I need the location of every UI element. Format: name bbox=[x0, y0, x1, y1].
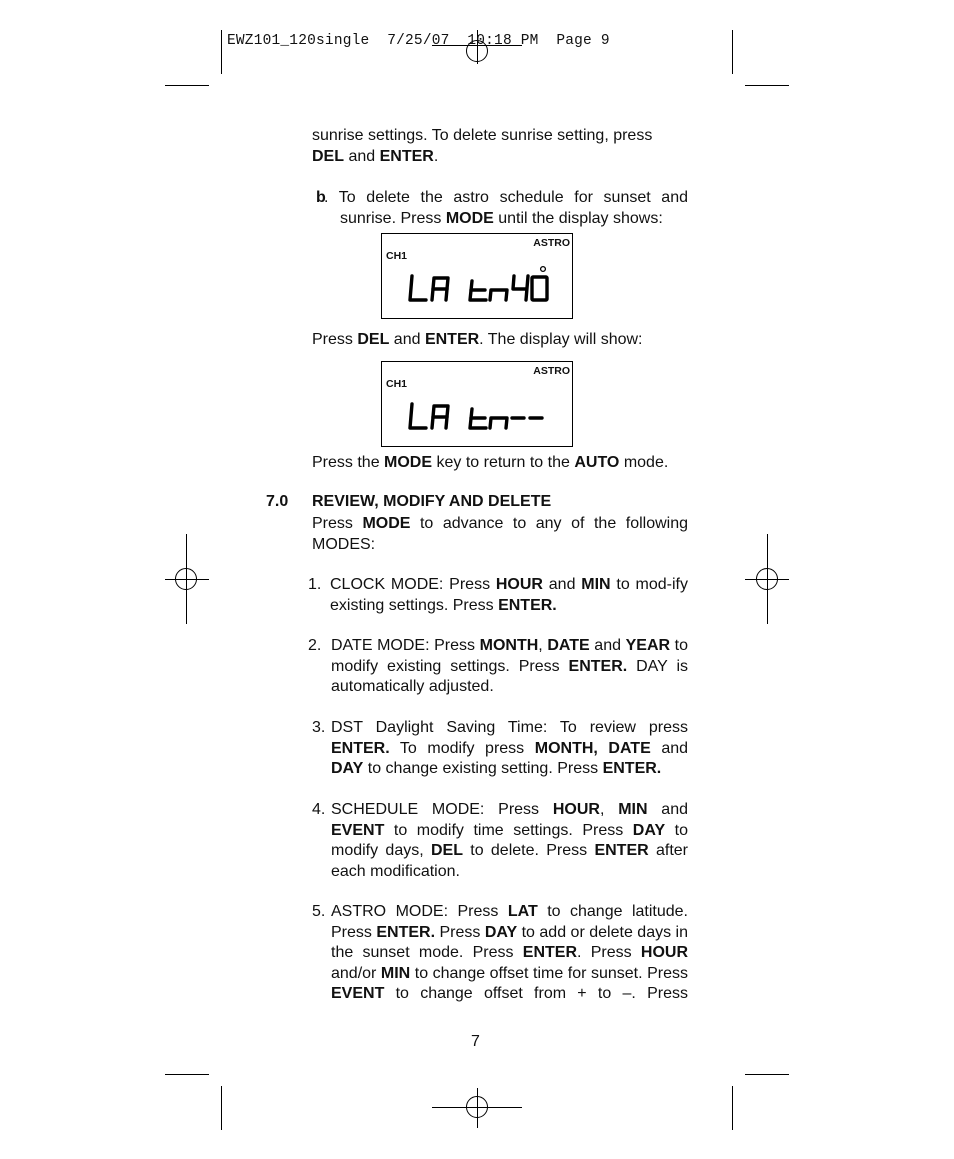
list-item-text bbox=[331, 718, 688, 780]
key-name: HOUR bbox=[552, 801, 600, 818]
text-run: to add or delete days in the sunset mode. Press bbox=[331, 923, 689, 961]
text-run: , bbox=[599, 801, 619, 818]
text-run: and bbox=[650, 739, 689, 757]
section-title: REVIEW, MODIFY AND DELETE bbox=[312, 493, 552, 510]
lcd-display-latitude bbox=[381, 233, 573, 319]
text-run: DAY is automatically adjusted. bbox=[331, 657, 688, 695]
key-name: ENTER. bbox=[376, 923, 436, 941]
key-name: ENTER bbox=[522, 944, 578, 961]
text-run: DATE MODE: Press bbox=[331, 637, 480, 654]
text-run: and bbox=[647, 801, 688, 818]
step-b-label: b bbox=[316, 189, 326, 206]
key-name: MIN bbox=[380, 964, 411, 982]
key-name: DATE bbox=[547, 637, 590, 654]
text-run: after each modification. bbox=[331, 842, 689, 880]
text-run: to change existing setting. Press bbox=[363, 760, 603, 777]
key-name: ENTER. bbox=[602, 760, 662, 777]
text-run: to modify days, bbox=[331, 821, 688, 859]
key-name: MIN bbox=[581, 576, 611, 593]
key-name: ENTER. bbox=[331, 739, 390, 757]
section-number: 7.0 bbox=[266, 493, 289, 510]
text-run: to modify existing settings. Press bbox=[331, 637, 688, 675]
text-run: and/or bbox=[331, 964, 381, 982]
key-name: DAY bbox=[331, 760, 364, 777]
key-name: DAY bbox=[484, 923, 518, 941]
list-item-text bbox=[331, 902, 688, 1005]
crop-mark bbox=[745, 85, 789, 86]
key-name: MONTH, DATE bbox=[534, 739, 651, 757]
segment-readout bbox=[382, 362, 574, 448]
key-name: DEL bbox=[430, 842, 463, 859]
page-number: 7 bbox=[471, 1033, 480, 1050]
key-name: ENTER. bbox=[568, 657, 628, 675]
key-name: EVENT bbox=[331, 985, 385, 1002]
key-name: DAY bbox=[632, 821, 666, 839]
text-run: DST Daylight Saving Time: To review press bbox=[331, 719, 688, 736]
press-del-instruction: Press DEL and ENTER. The display will show: bbox=[312, 331, 643, 348]
text-run: to delete. Press bbox=[462, 842, 595, 859]
text-run: Press bbox=[435, 923, 485, 941]
print-slug: EWZ101_120single 7/25/07 10:18 PM Page 9 bbox=[227, 33, 610, 49]
crop-mark bbox=[165, 1074, 209, 1075]
text-run: CLOCK MODE: Press bbox=[330, 576, 496, 593]
crop-mark bbox=[221, 1086, 222, 1130]
channel-indicator: CH1 bbox=[386, 378, 408, 390]
text-run: and bbox=[542, 576, 582, 593]
segment-readout bbox=[382, 234, 574, 320]
text-run: , bbox=[538, 637, 548, 654]
text-run: ASTRO MODE: Press bbox=[331, 903, 508, 920]
crop-mark bbox=[165, 85, 209, 86]
key-name: MONTH bbox=[479, 637, 539, 654]
key-name: HOUR bbox=[640, 944, 689, 961]
astro-indicator: ASTRO bbox=[533, 237, 570, 249]
text-run: To modify press bbox=[389, 739, 535, 757]
key-name: LAT bbox=[507, 903, 538, 920]
text-run: to modify time settings. Press bbox=[384, 821, 633, 839]
key-name: HOUR bbox=[495, 576, 543, 593]
list-item-text bbox=[331, 636, 688, 698]
section-intro: Press MODE to advance to any of the following MODES: bbox=[312, 515, 689, 553]
text-run: to change latitude. Press bbox=[331, 903, 688, 941]
text-run: . Press bbox=[577, 944, 641, 961]
list-item-text bbox=[330, 575, 688, 616]
key-name: MIN bbox=[618, 801, 648, 818]
text-run: to change offset from + to –. Press bbox=[384, 985, 688, 1002]
crop-mark bbox=[732, 1086, 733, 1130]
astro-indicator: ASTRO bbox=[533, 365, 570, 377]
intro-paragraph: sunrise settings. To delete sunrise setting, press DEL and ENTER. bbox=[312, 127, 653, 165]
press-mode-instruction: Press the MODE key to return to the AUTO mode. bbox=[312, 454, 669, 471]
key-name: ENTER bbox=[594, 842, 649, 859]
text-run: and bbox=[589, 637, 626, 654]
crop-mark bbox=[745, 1074, 789, 1075]
key-name: YEAR bbox=[625, 637, 671, 654]
list-item-text bbox=[331, 800, 688, 882]
crop-mark bbox=[221, 30, 222, 74]
channel-indicator: CH1 bbox=[386, 250, 408, 262]
text-run: SCHEDULE MODE: Press bbox=[331, 801, 553, 818]
key-name: ENTER. bbox=[498, 596, 557, 614]
key-name: EVENT bbox=[331, 821, 385, 839]
text-run: to mod-ify existing settings. Press bbox=[330, 576, 689, 614]
crop-mark bbox=[732, 30, 733, 74]
lcd-display-latitude-deleted bbox=[381, 361, 573, 447]
text-run: to change offset time for sunset. Press bbox=[410, 964, 689, 982]
